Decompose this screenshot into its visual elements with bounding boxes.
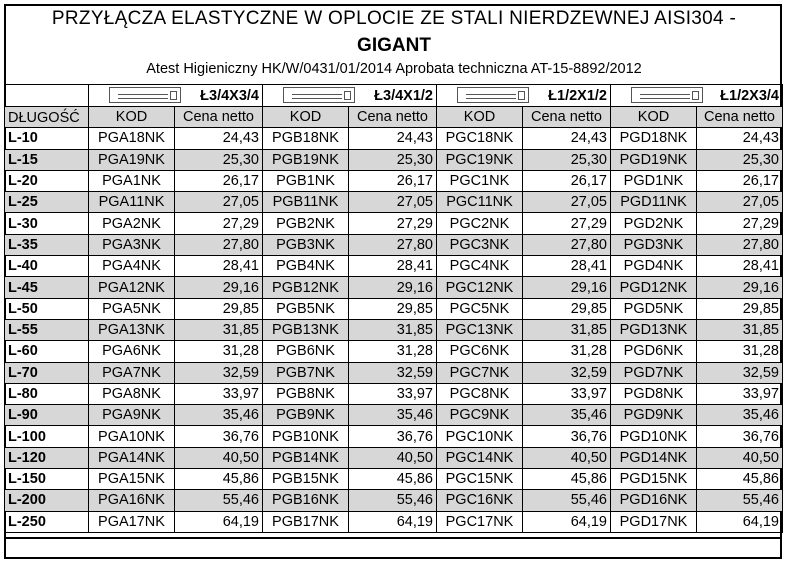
kod-cell: PGA14NK [89, 447, 175, 468]
kod-cell: PGC7NK [437, 362, 523, 383]
price-cell: 29,16 [175, 277, 263, 298]
kod-cell: PGC17NK [437, 511, 523, 532]
kod-cell: PGA19NK [89, 149, 175, 170]
kod-cell: PGA2NK [89, 213, 175, 234]
price-cell: 40,50 [349, 447, 437, 468]
kod-cell: PGD18NK [611, 128, 697, 149]
length-column-header: DŁUGOŚĆ [5, 107, 89, 128]
length-cell: L-45 [5, 277, 89, 298]
kod-cell: PGC15NK [437, 469, 523, 490]
price-cell: 29,16 [523, 277, 611, 298]
kod-cell: PGA18NK [89, 128, 175, 149]
kod-cell: PGD19NK [611, 149, 697, 170]
price-cell: 31,28 [349, 341, 437, 362]
kod-cell: PGD5NK [611, 298, 697, 319]
price-cell: 28,41 [697, 256, 783, 277]
kod-cell: PGA3NK [89, 234, 175, 255]
kod-cell: PGB10NK [263, 426, 349, 447]
price-cell: 29,85 [175, 298, 263, 319]
price-cell: 27,80 [349, 234, 437, 255]
price-cell: 31,85 [697, 319, 783, 340]
price-cell: 64,19 [523, 511, 611, 532]
price-cell: 45,86 [523, 469, 611, 490]
price-cell: 25,30 [349, 149, 437, 170]
length-cell: L-35 [5, 234, 89, 255]
kod-cell: PGD6NK [611, 341, 697, 362]
kod-cell: PGB2NK [263, 213, 349, 234]
table-row [5, 362, 783, 383]
price-cell: 32,59 [523, 362, 611, 383]
kod-cell: PGB15NK [263, 469, 349, 490]
price-cell: 36,76 [349, 426, 437, 447]
price-cell: 36,76 [175, 426, 263, 447]
table-row [5, 213, 783, 234]
kod-cell: PGB19NK [263, 149, 349, 170]
price-cell: 45,86 [697, 469, 783, 490]
length-cell: L-120 [5, 447, 89, 468]
corner-cell [5, 85, 89, 107]
group-header-1 [263, 85, 437, 107]
price-cell: 27,29 [175, 213, 263, 234]
kod-cell: PGC1NK [437, 170, 523, 191]
price-cell: 31,85 [349, 319, 437, 340]
kod-cell: PGB6NK [263, 341, 349, 362]
table-row [5, 319, 783, 340]
kod-cell: PGC5NK [437, 298, 523, 319]
price-column-header: Cena netto [697, 107, 783, 128]
price-cell: 26,17 [349, 170, 437, 191]
price-cell: 25,30 [175, 149, 263, 170]
price-cell: 29,16 [697, 277, 783, 298]
price-cell: 55,46 [523, 490, 611, 511]
kod-cell: PGB7NK [263, 362, 349, 383]
table-row [5, 170, 783, 191]
kod-cell: PGC9NK [437, 405, 523, 426]
kod-cell: PGB3NK [263, 234, 349, 255]
table-row [5, 277, 783, 298]
kod-cell: PGA5NK [89, 298, 175, 319]
kod-cell: PGB14NK [263, 447, 349, 468]
footer-empty-row [4, 537, 782, 559]
price-cell: 32,59 [175, 362, 263, 383]
price-cell: 33,97 [523, 383, 611, 404]
price-cell: 26,17 [523, 170, 611, 191]
price-cell: 33,97 [175, 383, 263, 404]
length-cell: L-30 [5, 213, 89, 234]
price-cell: 26,17 [175, 170, 263, 191]
kod-cell: PGA9NK [89, 405, 175, 426]
price-cell: 31,85 [523, 319, 611, 340]
kod-cell: PGC11NK [437, 192, 523, 213]
price-cell: 26,17 [697, 170, 783, 191]
kod-cell: PGA6NK [89, 341, 175, 362]
kod-cell: PGD8NK [611, 383, 697, 404]
table-row [5, 511, 783, 532]
length-cell: L-150 [5, 469, 89, 490]
kod-cell: PGA11NK [89, 192, 175, 213]
hose-connector-icon [283, 87, 355, 103]
kod-column-header: KOD [611, 107, 697, 128]
price-cell: 36,76 [697, 426, 783, 447]
hose-connector-icon [457, 87, 529, 103]
table-row [5, 490, 783, 511]
kod-cell: PGB4NK [263, 256, 349, 277]
price-cell: 35,46 [349, 405, 437, 426]
price-cell: 33,97 [349, 383, 437, 404]
group-header-row [5, 85, 783, 107]
kod-cell: PGB12NK [263, 277, 349, 298]
table-row [5, 128, 783, 149]
price-cell: 24,43 [697, 128, 783, 149]
price-cell: 28,41 [175, 256, 263, 277]
kod-cell: PGA17NK [89, 511, 175, 532]
length-cell: L-80 [5, 383, 89, 404]
price-cell: 29,85 [697, 298, 783, 319]
price-cell: 28,41 [523, 256, 611, 277]
kod-cell: PGD3NK [611, 234, 697, 255]
kod-cell: PGC18NK [437, 128, 523, 149]
title-line-1: PRZYŁĄCZA ELASTYCZNE W OPLOCIE ZE STALI NIERDZEWNEJ AISI304 - [51, 8, 737, 29]
price-cell: 40,50 [697, 447, 783, 468]
length-cell: L-90 [5, 405, 89, 426]
table-row [5, 469, 783, 490]
kod-cell: PGB16NK [263, 490, 349, 511]
price-cell: 27,05 [175, 192, 263, 213]
group-name: Ł1/2X1/2 [548, 87, 607, 104]
kod-cell: PGB13NK [263, 319, 349, 340]
kod-cell: PGD17NK [611, 511, 697, 532]
table-row [5, 234, 783, 255]
price-cell: 27,29 [697, 213, 783, 234]
price-cell: 27,05 [349, 192, 437, 213]
kod-column-header: KOD [263, 107, 349, 128]
price-cell: 27,05 [523, 192, 611, 213]
price-cell: 55,46 [697, 490, 783, 511]
kod-cell: PGD12NK [611, 277, 697, 298]
price-cell: 45,86 [175, 469, 263, 490]
kod-cell: PGA1NK [89, 170, 175, 191]
length-cell: L-50 [5, 298, 89, 319]
length-cell: L-60 [5, 341, 89, 362]
table-row [5, 383, 783, 404]
price-column-header: Cena netto [523, 107, 611, 128]
table-row [5, 405, 783, 426]
length-cell: L-20 [5, 170, 89, 191]
price-cell: 25,30 [523, 149, 611, 170]
kod-cell: PGC14NK [437, 447, 523, 468]
kod-cell: PGB5NK [263, 298, 349, 319]
hose-connector-icon [631, 87, 703, 103]
kod-cell: PGD4NK [611, 256, 697, 277]
price-cell: 64,19 [349, 511, 437, 532]
price-cell: 28,41 [349, 256, 437, 277]
group-name: Ł3/4X3/4 [200, 87, 259, 104]
kod-cell: PGA16NK [89, 490, 175, 511]
price-cell: 27,29 [349, 213, 437, 234]
kod-column-header: KOD [89, 107, 175, 128]
kod-cell: PGD7NK [611, 362, 697, 383]
table-row [5, 192, 783, 213]
table-row [5, 298, 783, 319]
price-cell: 24,43 [349, 128, 437, 149]
length-cell: L-40 [5, 256, 89, 277]
kod-cell: PGD11NK [611, 192, 697, 213]
kod-cell: PGD15NK [611, 469, 697, 490]
price-cell: 27,29 [523, 213, 611, 234]
kod-cell: PGA15NK [89, 469, 175, 490]
price-cell: 40,50 [175, 447, 263, 468]
group-header-3 [611, 85, 783, 107]
price-cell: 29,85 [523, 298, 611, 319]
price-table [4, 84, 783, 533]
table-row [5, 426, 783, 447]
length-cell: L-15 [5, 149, 89, 170]
price-cell: 29,85 [349, 298, 437, 319]
length-cell: L-10 [5, 128, 89, 149]
price-cell: 31,28 [175, 341, 263, 362]
kod-cell: PGA13NK [89, 319, 175, 340]
price-cell: 64,19 [697, 511, 783, 532]
kod-cell: PGD16NK [611, 490, 697, 511]
length-cell: L-55 [5, 319, 89, 340]
kod-cell: PGC13NK [437, 319, 523, 340]
group-header-2 [437, 85, 611, 107]
price-cell: 31,28 [523, 341, 611, 362]
table-row [5, 447, 783, 468]
kod-cell: PGA4NK [89, 256, 175, 277]
length-cell: L-25 [5, 192, 89, 213]
kod-cell: PGB18NK [263, 128, 349, 149]
length-cell: L-200 [5, 490, 89, 511]
price-cell: 25,30 [697, 149, 783, 170]
kod-cell: PGD1NK [611, 170, 697, 191]
price-cell: 55,46 [349, 490, 437, 511]
price-cell: 24,43 [523, 128, 611, 149]
kod-cell: PGD2NK [611, 213, 697, 234]
price-cell: 35,46 [697, 405, 783, 426]
kod-cell: PGC10NK [437, 426, 523, 447]
kod-cell: PGC6NK [437, 341, 523, 362]
kod-cell: PGB1NK [263, 170, 349, 191]
column-header-row [5, 107, 783, 128]
kod-cell: PGD13NK [611, 319, 697, 340]
price-cell: 33,97 [697, 383, 783, 404]
price-cell: 40,50 [523, 447, 611, 468]
kod-cell: PGC19NK [437, 149, 523, 170]
price-cell: 32,59 [349, 362, 437, 383]
kod-cell: PGC8NK [437, 383, 523, 404]
length-cell: L-250 [5, 511, 89, 532]
price-cell: 29,16 [349, 277, 437, 298]
kod-cell: PGB9NK [263, 405, 349, 426]
price-cell: 45,86 [349, 469, 437, 490]
kod-cell: PGC12NK [437, 277, 523, 298]
kod-cell: PGB17NK [263, 511, 349, 532]
table-row [5, 256, 783, 277]
price-cell: 64,19 [175, 511, 263, 532]
group-header-0 [89, 85, 263, 107]
kod-cell: PGC4NK [437, 256, 523, 277]
kod-cell: PGA12NK [89, 277, 175, 298]
kod-cell: PGD9NK [611, 405, 697, 426]
price-cell: 27,80 [175, 234, 263, 255]
price-cell: 31,28 [697, 341, 783, 362]
kod-cell: PGA8NK [89, 383, 175, 404]
price-cell: 55,46 [175, 490, 263, 511]
kod-cell: PGC2NK [437, 213, 523, 234]
price-cell: 27,80 [697, 234, 783, 255]
kod-cell: PGB8NK [263, 383, 349, 404]
group-name: Ł3/4X1/2 [374, 87, 433, 104]
kod-cell: PGA7NK [89, 362, 175, 383]
price-cell: 24,43 [175, 128, 263, 149]
price-column-header: Cena netto [349, 107, 437, 128]
certificate-subtitle: Atest Higieniczny HK/W/0431/01/2014 Aprobata techniczna AT-15-8892/2012 [146, 61, 642, 77]
kod-cell: PGD10NK [611, 426, 697, 447]
kod-cell: PGC3NK [437, 234, 523, 255]
kod-cell: PGC16NK [437, 490, 523, 511]
kod-column-header: KOD [437, 107, 523, 128]
price-column-header: Cena netto [175, 107, 263, 128]
length-cell: L-70 [5, 362, 89, 383]
hose-connector-icon [109, 87, 181, 103]
title-line-2: GIGANT [357, 35, 431, 56]
table-row [5, 149, 783, 170]
price-cell: 36,76 [523, 426, 611, 447]
length-cell: L-100 [5, 426, 89, 447]
kod-cell: PGD14NK [611, 447, 697, 468]
price-cell: 27,80 [523, 234, 611, 255]
kod-cell: PGB11NK [263, 192, 349, 213]
group-name: Ł1/2X3/4 [720, 87, 779, 104]
kod-cell: PGA10NK [89, 426, 175, 447]
price-cell: 35,46 [175, 405, 263, 426]
price-cell: 27,05 [697, 192, 783, 213]
price-cell: 35,46 [523, 405, 611, 426]
price-cell: 31,85 [175, 319, 263, 340]
price-cell: 32,59 [697, 362, 783, 383]
table-row [5, 341, 783, 362]
